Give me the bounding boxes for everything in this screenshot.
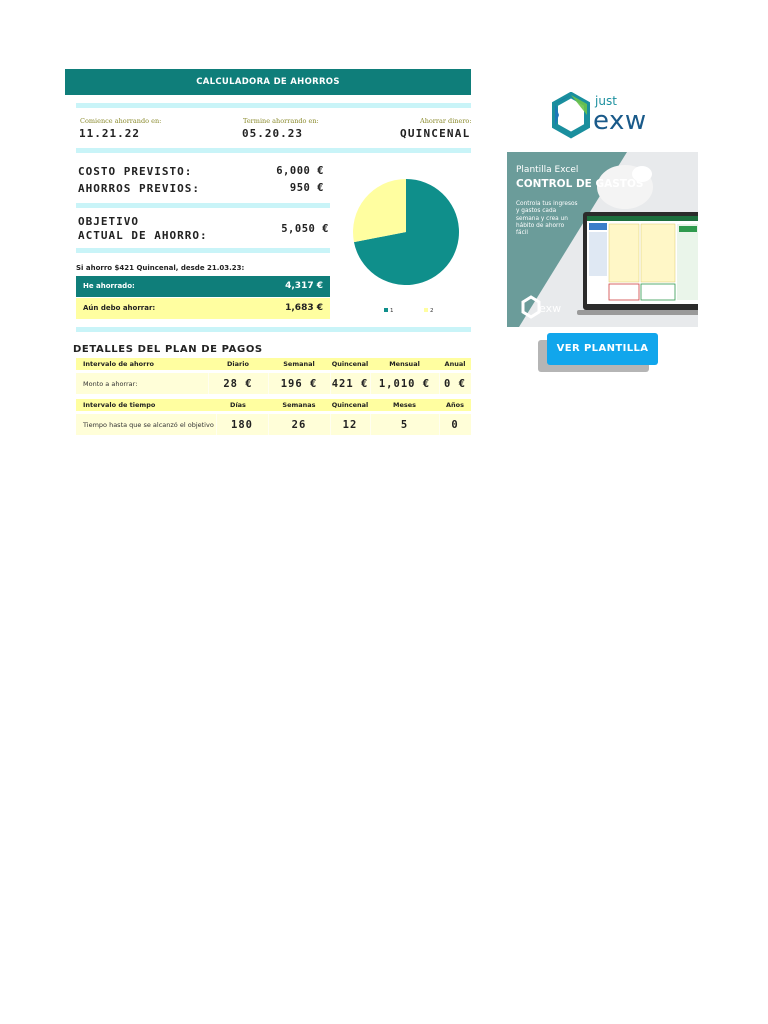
template-ad-banner[interactable] — [507, 152, 698, 327]
divider — [76, 203, 330, 208]
legend-swatch-1 — [384, 308, 388, 312]
justexw-logo[interactable] — [549, 92, 659, 144]
header-cell: Días — [230, 401, 246, 409]
ad-title: CONTROL DE GASTOS — [516, 178, 644, 190]
legend-label-1: 1 — [390, 308, 394, 314]
time-interval-table — [76, 399, 471, 435]
divider — [76, 103, 471, 108]
ad-desc-line: fácil — [516, 230, 529, 237]
table-cell: 180 — [231, 418, 253, 431]
ad-desc-line: hábito de ahorro — [516, 222, 565, 229]
table-cell: 196 € — [280, 377, 318, 390]
frequency-value[interactable]: QUINCENAL — [400, 127, 471, 140]
header-cell: Meses — [392, 401, 417, 409]
table-cell: 5 — [400, 418, 409, 431]
ad-desc-line: y gastos cada — [516, 208, 557, 215]
table-cell: 28 € — [223, 377, 253, 390]
end-date-label: Termine ahorrando en: — [243, 117, 319, 125]
row-label: Monto a ahorrar: — [83, 379, 138, 388]
logo-exw: exw — [593, 106, 647, 136]
saved-row — [76, 276, 330, 297]
header-cell: Intervalo de tiempo — [83, 401, 156, 409]
ad-subtitle: Plantilla Excel — [516, 165, 579, 175]
logo-just: just — [595, 94, 617, 108]
table-cell: 0 € — [444, 377, 466, 390]
saved-label: He ahorrado: — [76, 276, 211, 297]
saving-amount-row — [76, 373, 471, 394]
header-cell: Intervalo de ahorro — [83, 360, 155, 368]
previous-savings-value[interactable]: 950 € — [289, 182, 324, 194]
header-cell: Diario — [227, 360, 249, 368]
header-cell: Quincenal — [331, 360, 369, 368]
ad-logo-text: exw — [539, 302, 562, 315]
saving-interval-table — [76, 358, 471, 394]
table-cell: 1,010 € — [378, 377, 431, 390]
remaining-label: Aún debo ahorrar: — [76, 298, 211, 319]
legend-swatch-2 — [424, 308, 428, 312]
header-cell: Quincenal — [331, 401, 369, 409]
divider — [76, 327, 471, 332]
table-cell: 12 — [342, 418, 358, 431]
savings-note: Si ahorro $421 Quincenal, desde 21.03.23: — [76, 264, 245, 272]
savings-calculator — [65, 69, 471, 95]
time-to-goal-row — [76, 414, 471, 435]
end-date-value[interactable]: 05.20.23 — [242, 127, 303, 140]
header-cell: Años — [446, 401, 464, 409]
divider — [76, 248, 330, 253]
header-cell: Mensual — [389, 360, 420, 368]
payment-plan-title: DETALLES DEL PLAN DE PAGOS — [73, 344, 263, 355]
time-interval-header — [76, 399, 471, 411]
savings-pie-chart — [340, 170, 470, 322]
ad-desc-line: semana y crea un — [516, 215, 568, 222]
previous-savings-label: AHORROS PREVIOS: — [78, 182, 200, 195]
header-cell: Anual — [444, 360, 466, 368]
saved-value: 4,317 € — [212, 276, 330, 297]
goal-label-line2: ACTUAL DE AHORRO: — [78, 229, 208, 242]
row-label: Tiempo hasta que se alcanzó el objetivo — [83, 420, 214, 429]
table-cell: 0 — [451, 418, 459, 431]
expected-cost-value[interactable]: 6,000 € — [276, 165, 324, 177]
header-cell: Semanal — [283, 360, 315, 368]
remaining-value: 1,683 € — [212, 298, 330, 319]
frequency-label: Ahorrar dinero: — [420, 117, 472, 125]
goal-value: 5,050 € — [281, 223, 329, 235]
calculator-title: CALCULADORA DE AHORROS — [65, 69, 471, 95]
divider — [76, 148, 471, 153]
table-cell: 26 — [291, 418, 307, 431]
legend-label-2: 2 — [430, 308, 434, 314]
pie-slice-2 — [353, 179, 406, 242]
expected-cost-label: COSTO PREVISTO: — [78, 165, 193, 178]
header-cell: Semanas — [282, 401, 316, 409]
ad-description — [516, 201, 584, 237]
remaining-row — [76, 298, 330, 319]
start-date-label: Comience ahorrando en: — [80, 117, 162, 125]
table-cell: 421 € — [331, 377, 369, 390]
goal-label-line1: OBJETIVO — [78, 215, 139, 228]
start-date-value[interactable]: 11.21.22 — [79, 127, 140, 140]
view-template-button[interactable]: VER PLANTILLA — [547, 333, 658, 365]
ad-desc-line: Controla tus ingresos — [516, 201, 578, 207]
saving-interval-header — [76, 358, 471, 370]
